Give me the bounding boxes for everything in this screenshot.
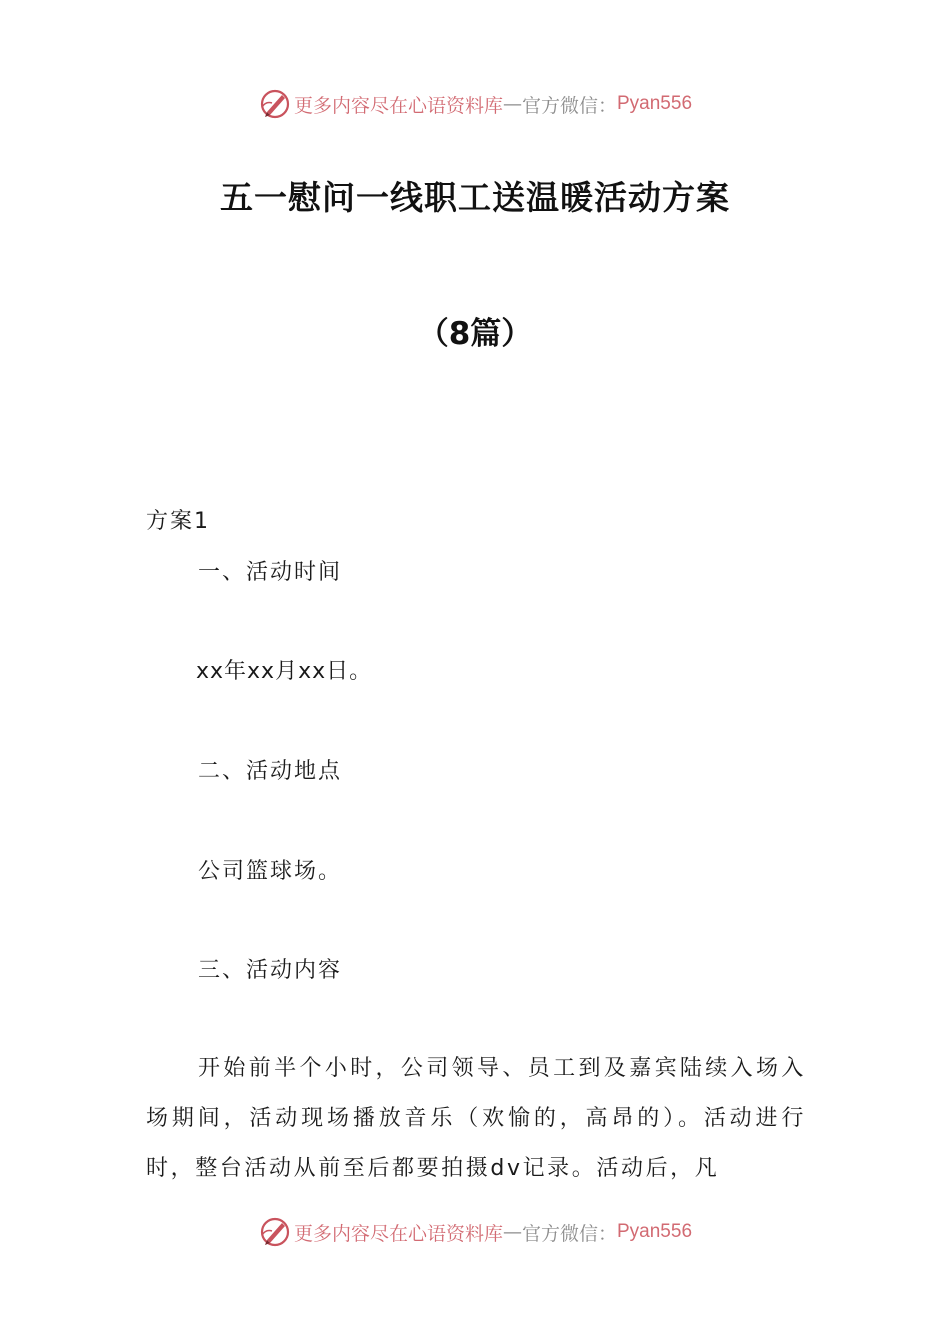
pen-circle-logo-icon xyxy=(258,87,292,121)
section-body-location: 公司篮球场。 xyxy=(198,859,343,884)
plan-label: 方案1 xyxy=(146,509,210,534)
section-heading-content: 三、活动内容 xyxy=(198,958,343,983)
banner-official-label: 官方微信： xyxy=(521,1222,617,1245)
footer-banner xyxy=(0,1212,950,1252)
header-banner xyxy=(0,84,950,124)
section-body-content: 开始前半个小时，公司领导、员工到及嘉宾陆续入场入场期间，活动现场播放音乐（欢愉的，高昂的）。活动进行时，整台活动从前至后都要拍摄dv记录。活动后，凡 xyxy=(146,1056,806,1181)
document-title: 五一慰问一线职工送温暖活动方案 xyxy=(220,178,730,217)
banner-wechat-id: Pyan556 xyxy=(617,1221,693,1242)
banner-text: 更多内容尽在心语资料库 xyxy=(293,1222,503,1245)
banner-official-label: 官方微信： xyxy=(521,94,617,117)
section-body-time: xx年xx月xx日。 xyxy=(196,659,373,684)
banner-wechat-id: Pyan556 xyxy=(617,93,693,114)
banner-dash: — xyxy=(502,1221,522,1243)
section-heading-time: 一、活动时间 xyxy=(198,560,343,585)
banner-dash: — xyxy=(502,93,522,115)
pen-circle-logo-icon xyxy=(258,1215,292,1249)
document-subtitle: （8篇） xyxy=(417,316,533,352)
banner-text: 更多内容尽在心语资料库 xyxy=(293,94,503,117)
section-heading-location: 二、活动地点 xyxy=(198,759,343,784)
